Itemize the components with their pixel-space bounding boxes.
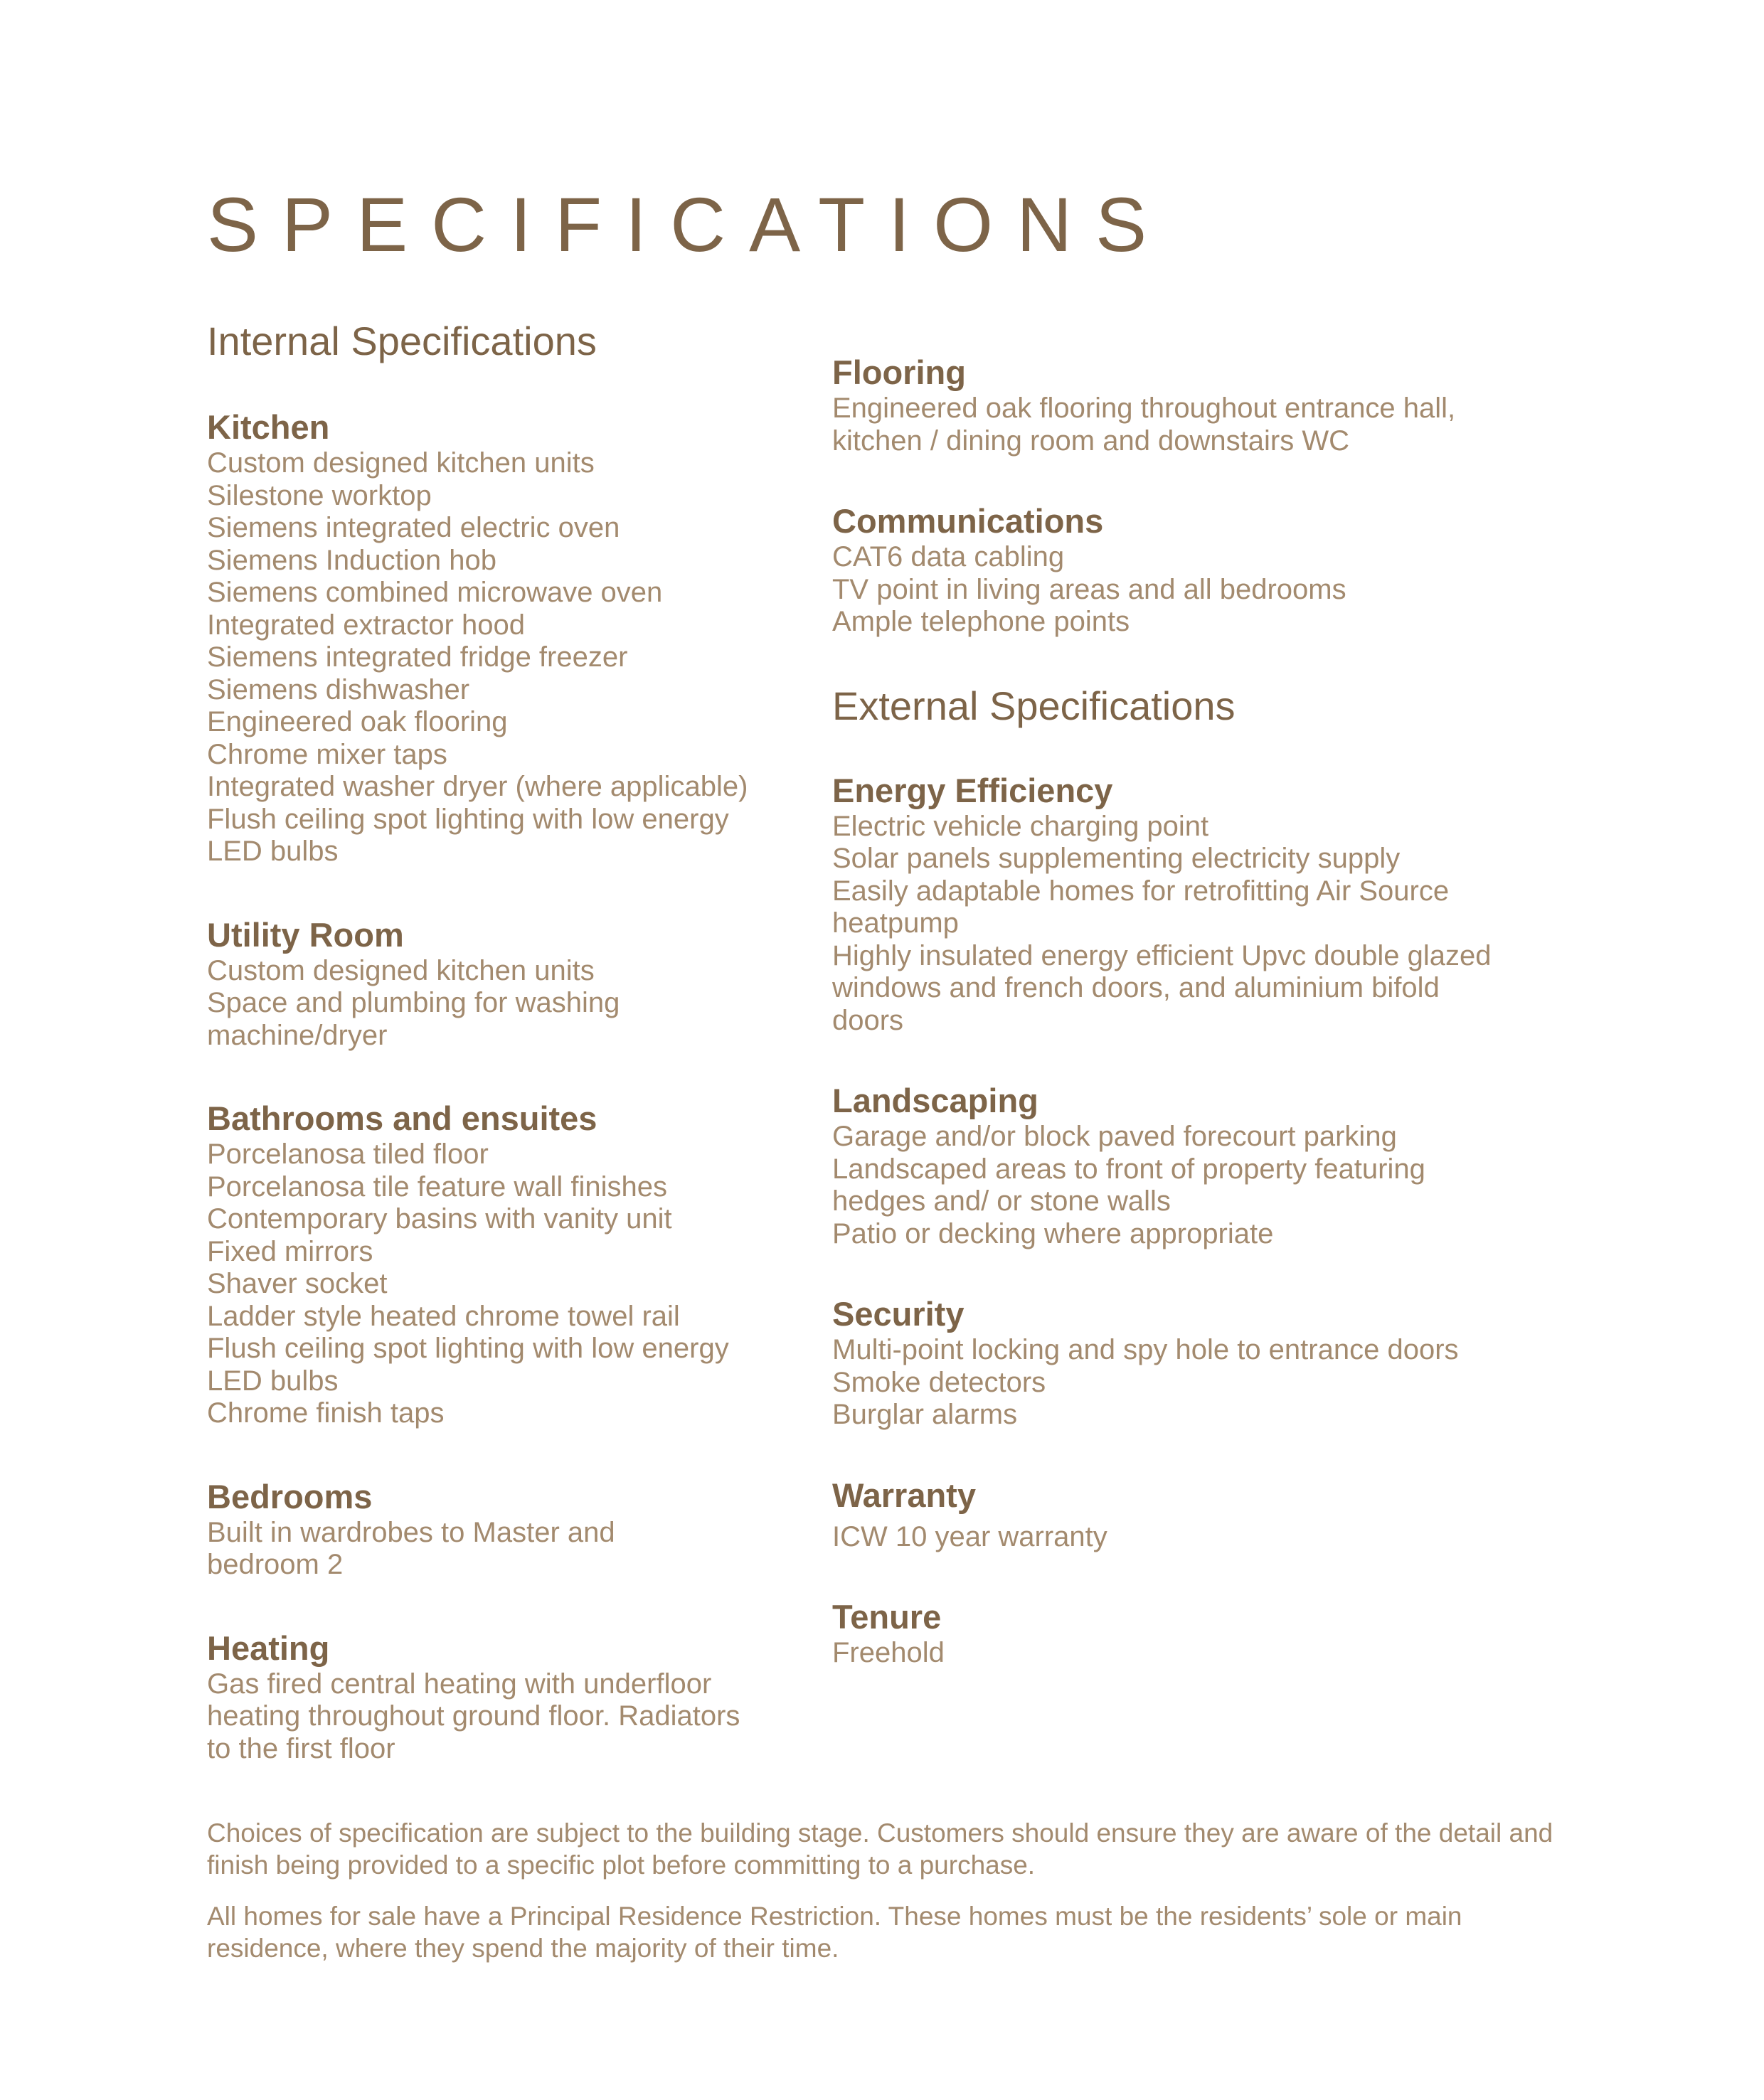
list-item: Ladder style heated chrome towel rail xyxy=(207,1300,680,1332)
energy-efficiency-section xyxy=(832,771,1544,1038)
list-item: Space and plumbing for washing xyxy=(207,987,620,1018)
list-item: Shaver socket xyxy=(207,1268,388,1299)
kitchen-section xyxy=(207,407,804,868)
list-item: Smoke detectors xyxy=(832,1366,1046,1398)
list-item: Engineered oak flooring xyxy=(207,706,508,737)
external-specifications-heading: External Specifications xyxy=(832,683,1236,728)
page-title: SPECIFICATIONS xyxy=(207,181,1171,267)
list-item: Porcelanosa tiled floor xyxy=(207,1139,489,1170)
specification-disclaimer: Choices of specification are subject to the building stage. Customers should ensure they are aware of the detail and finish being provided to a specific plot before committing to a purchase. xyxy=(207,1818,1553,1880)
list-item: Electric vehicle charging point xyxy=(832,810,1209,842)
section-heading: Heating xyxy=(207,1629,330,1667)
list-item: Garage and/or block paved forecourt parking xyxy=(832,1121,1397,1152)
bathrooms-section xyxy=(207,1099,804,1430)
list-item: Easily adaptable homes for retrofitting Air Source xyxy=(832,875,1450,907)
list-item: Burglar alarms xyxy=(832,1399,1018,1430)
heating-section xyxy=(207,1629,804,1766)
list-item: Porcelanosa tile feature wall finishes xyxy=(207,1171,668,1203)
list-item: Ample telephone points xyxy=(832,606,1130,637)
list-item: Siemens integrated fridge freezer xyxy=(207,641,628,673)
section-heading: Kitchen xyxy=(207,408,330,446)
list-item: Custom designed kitchen units xyxy=(207,954,595,986)
list-item: LED bulbs xyxy=(207,1365,339,1397)
list-item: Gas fired central heating with underfloor xyxy=(207,1668,712,1700)
section-heading: Warranty xyxy=(832,1476,976,1514)
list-item: Built in wardrobes to Master and xyxy=(207,1516,615,1548)
list-item: Siemens integrated electric oven xyxy=(207,512,620,543)
internal-specifications-heading: Internal Specifications xyxy=(207,319,597,363)
bedrooms-section xyxy=(207,1477,804,1582)
list-item: Engineered oak flooring throughout entrance hall, xyxy=(832,393,1456,424)
list-item: Contemporary basins with vanity unit xyxy=(207,1203,672,1235)
section-heading: Bathrooms and ensuites xyxy=(207,1099,597,1137)
landscaping-section xyxy=(832,1081,1544,1250)
utility-room-section xyxy=(207,915,804,1052)
list-item: Highly insulated energy efficient Upvc double glazed xyxy=(832,939,1492,971)
section-heading: Bedrooms xyxy=(207,1477,373,1515)
list-item: doors xyxy=(832,1004,904,1036)
list-item: Chrome mixer taps xyxy=(207,738,447,770)
security-section xyxy=(832,1294,1544,1432)
list-item: Solar panels supplementing electricity supply xyxy=(832,843,1401,874)
internal-specifications-column xyxy=(207,318,804,1765)
list-item: machine/dryer xyxy=(207,1019,388,1051)
list-item: Custom designed kitchen units xyxy=(207,447,595,479)
section-heading: Security xyxy=(832,1295,965,1333)
list-item: LED bulbs xyxy=(207,836,339,867)
list-item: hedges and/ or stone walls xyxy=(832,1185,1171,1217)
list-item: Siemens combined microwave oven xyxy=(207,577,663,608)
list-item: ICW 10 year warranty xyxy=(832,1520,1107,1552)
list-item: bedroom 2 xyxy=(207,1549,344,1580)
footnotes xyxy=(207,1817,1558,1983)
residence-restriction-note: All homes for sale have a Principal Residence Restriction. These homes must be the residents’ sole or main residence, where they spend the majority of their time. xyxy=(207,1902,1462,1963)
list-item: Integrated washer dryer (where applicable) xyxy=(207,771,748,802)
section-heading: Communications xyxy=(832,502,1104,540)
list-item: Flush ceiling spot lighting with low energy xyxy=(207,1333,729,1364)
section-heading: Energy Efficiency xyxy=(832,771,1113,809)
list-item: Integrated extractor hood xyxy=(207,609,525,641)
section-heading: Landscaping xyxy=(832,1082,1038,1119)
list-item: heating throughout ground floor. Radiators xyxy=(207,1700,740,1732)
list-item: Landscaped areas to front of property featuring xyxy=(832,1153,1425,1185)
list-item: windows and french doors, and aluminium bifold xyxy=(832,972,1440,1003)
list-item: Patio or decking where appropriate xyxy=(832,1217,1274,1249)
list-item: kitchen / dining room and downstairs WC xyxy=(832,425,1349,457)
warranty-section xyxy=(832,1476,1544,1554)
flooring-section xyxy=(832,353,1544,457)
right-column xyxy=(832,353,1544,1670)
list-item: Multi-point locking and spy hole to entrance doors xyxy=(832,1334,1459,1365)
list-item: to the first floor xyxy=(207,1732,395,1764)
list-item: Silestone worktop xyxy=(207,479,432,511)
tenure-section xyxy=(832,1597,1544,1670)
list-item: Siemens Induction hob xyxy=(207,544,496,576)
section-heading: Utility Room xyxy=(207,915,404,954)
section-heading: Flooring xyxy=(832,353,966,391)
list-item: Flush ceiling spot lighting with low energy xyxy=(207,803,729,835)
section-heading: Tenure xyxy=(832,1598,942,1636)
list-item: Freehold xyxy=(832,1637,945,1668)
list-item: heatpump xyxy=(832,907,959,939)
list-item: Chrome finish taps xyxy=(207,1397,445,1429)
list-item: Siemens dishwasher xyxy=(207,673,470,705)
list-item: CAT6 data cabling xyxy=(832,541,1065,572)
list-item: Fixed mirrors xyxy=(207,1235,373,1267)
list-item: TV point in living areas and all bedrooms xyxy=(832,573,1346,605)
communications-section xyxy=(832,501,1544,639)
